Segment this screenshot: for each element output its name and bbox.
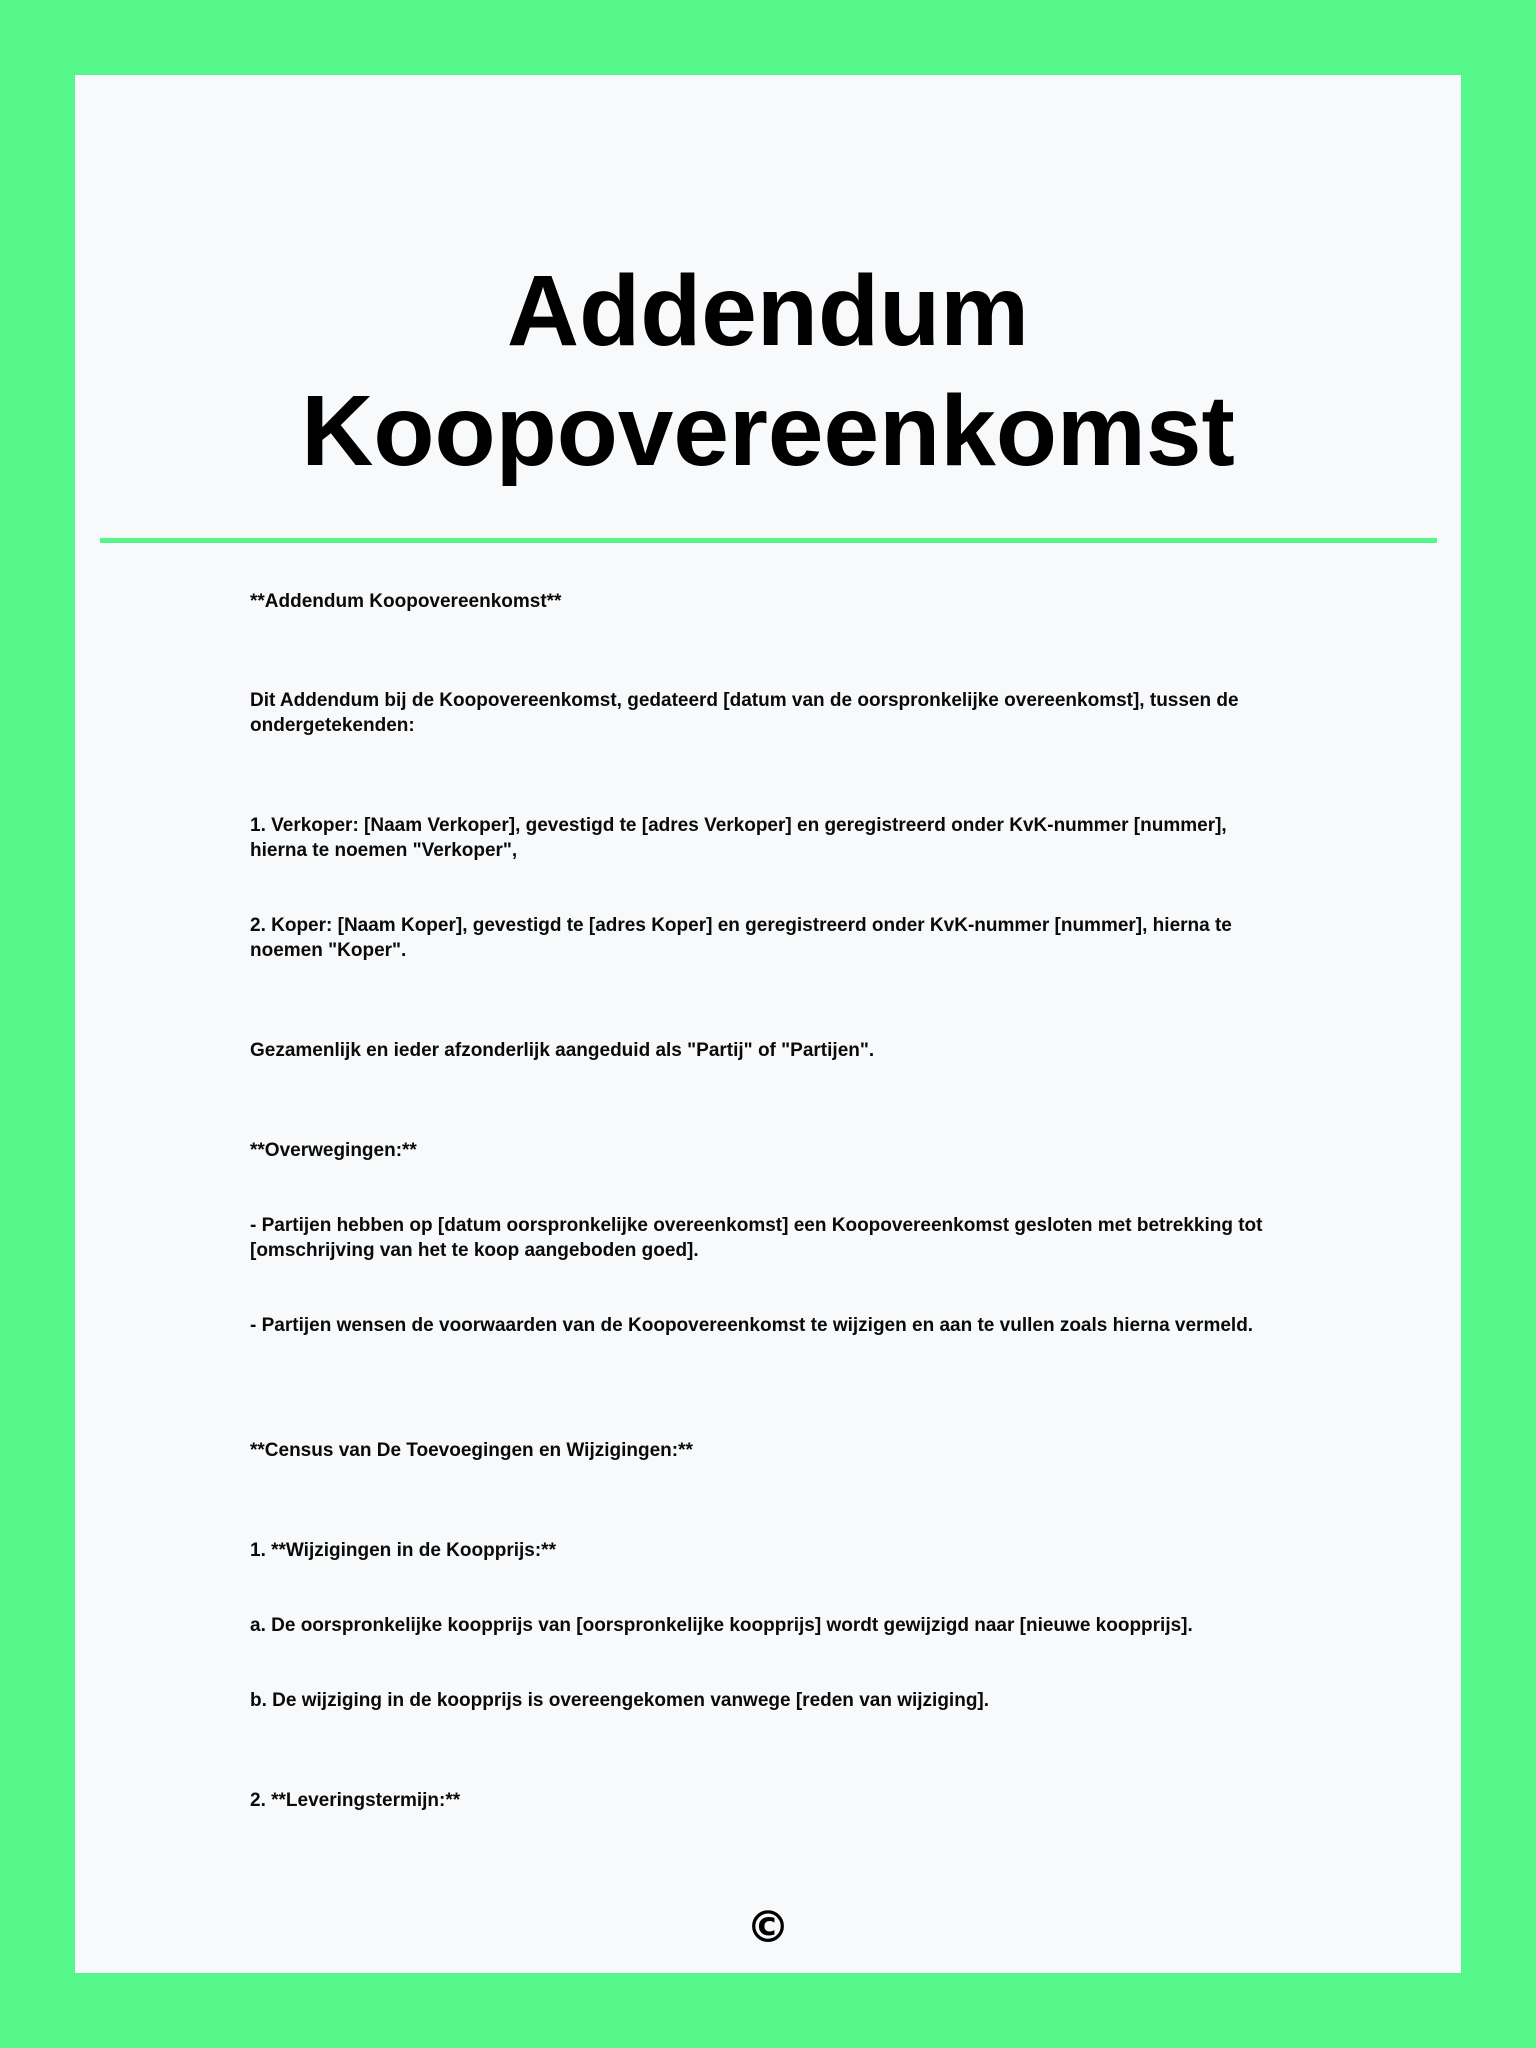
paragraph-consideration-2: - Partijen wensen de voorwaarden van de Koopovereenkomst te wijzigen en aan te vullen zoals hierna vermeld. (250, 1315, 1254, 1336)
paragraph-census-heading: **Census van De Toevoegingen en Wijzigingen:** (250, 1440, 693, 1461)
paragraph-party-seller: 1. Verkoper: [Naam Verkoper], gevestigd te [adres Verkoper] en geregistreerd onder KvK-nummer [nummer], hierna te noemen "Verkoper", (250, 815, 1227, 861)
paragraph-heading: **Addendum Koopovereenkomst** (250, 591, 562, 612)
paragraph-considerations-heading: **Overwegingen:** (250, 1140, 417, 1161)
paragraph-section-2-heading: 2. **Leveringstermijn:** (250, 1790, 461, 1811)
document-page (75, 75, 1461, 1973)
paragraph-intro: Dit Addendum bij de Koopovereenkomst, gedateerd [datum van de oorspronkelijke overeenkomst], tussen de ondergetekenden: (250, 690, 1239, 736)
paragraph-parties-definition: Gezamenlijk en ieder afzonderlijk aangeduid als "Partij" of "Partijen". (250, 1040, 875, 1061)
title-line-1: Addendum (506, 255, 1030, 367)
paragraph-section-1-b: b. De wijziging in de koopprijs is overeengekomen vanwege [reden van wijziging]. (250, 1690, 990, 1711)
title-line-2: Koopovereenkomst (301, 375, 1235, 487)
paragraph-section-1-a: a. De oorspronkelijke koopprijs van [oorspronkelijke koopprijs] wordt gewijzigd naar [nieuwe koopprijs]. (250, 1615, 1193, 1636)
paragraph-consideration-1: - Partijen hebben op [datum oorspronkelijke overeenkomst] een Koopovereenkomst gesloten met betrekking tot [omschrijving van het te koop aangeboden goed]. (250, 1215, 1263, 1261)
document-title (75, 75, 1461, 491)
copyright-icon: © (746, 1902, 790, 1953)
paragraph-party-buyer: 2. Koper: [Naam Koper], gevestigd te [adres Koper] en geregistreerd onder KvK-nummer [nummer], hierna te noemen "Koper". (250, 915, 1232, 961)
paragraph-section-1-heading: 1. **Wijzigingen in de Koopprijs:** (250, 1540, 556, 1561)
title-divider (100, 538, 1437, 543)
